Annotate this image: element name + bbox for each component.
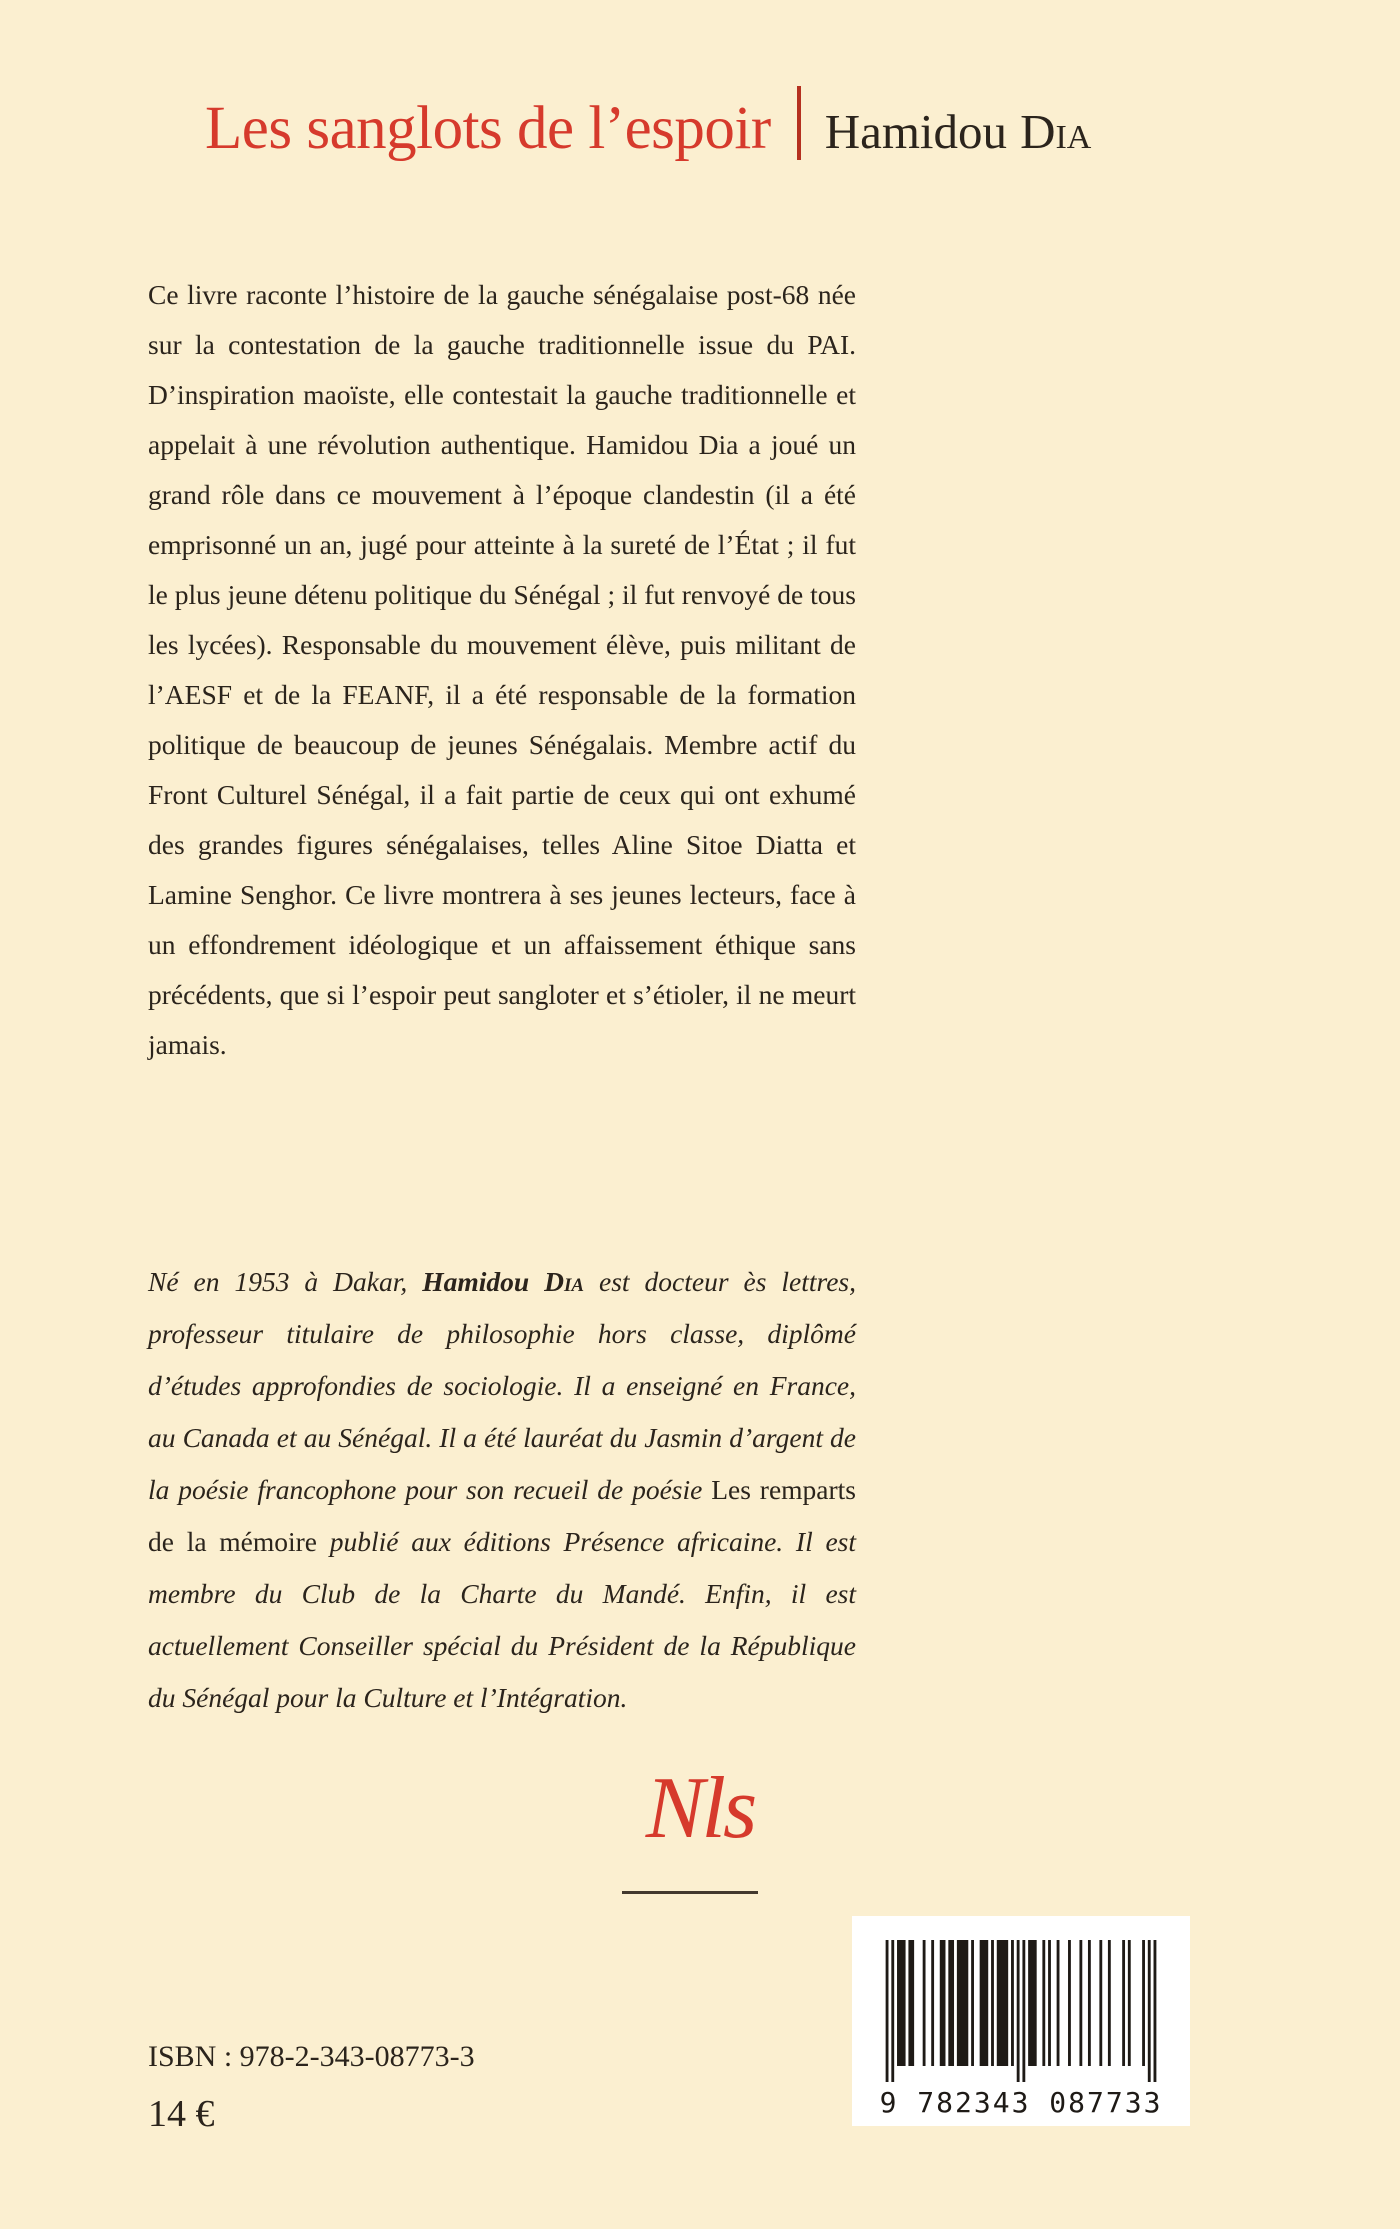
author-first-name: Hamidou	[824, 104, 1008, 159]
barcode-bar	[1154, 1940, 1157, 2082]
title-author-divider	[797, 86, 801, 160]
author-surname: Dia	[1020, 104, 1092, 159]
barcode-bar	[1057, 1940, 1060, 2066]
barcode-bar	[980, 1940, 989, 2066]
barcode-bar	[886, 1940, 889, 2082]
barcode-bar	[1088, 1940, 1091, 2066]
barcode-bar	[931, 1940, 934, 2066]
barcode-bar	[997, 1940, 1008, 2066]
barcode-bar	[1028, 1940, 1037, 2066]
ean13-barcode	[852, 1916, 1190, 2126]
barcode-bar	[991, 1940, 994, 2066]
bio-segment: Les remparts de la mémoire	[148, 1474, 856, 1557]
bio-segment: est docteur ès lettres, professeur titulaire de philosophie hors classe, diplômé d’études approfondies de sociologie. Il a enseigné en France, au Canada et au Sénégal. Il a été lauréat du Jasmin d’argent de la poésie francophone pour son recueil de poésie	[148, 1266, 856, 1505]
bio-segment: Né en 1953 à Dakar,	[148, 1266, 423, 1297]
bio-paragraph	[148, 1256, 856, 1724]
barcode-bar	[1108, 1940, 1111, 2066]
bio-segment: Dia	[544, 1266, 585, 1297]
barcode-bar	[1128, 1940, 1131, 2066]
barcode-bar	[940, 1940, 946, 2066]
barcode-bar	[1099, 1940, 1102, 2066]
book-title: Les sanglots de l’espoir	[205, 95, 771, 162]
bio-segment: Hamidou	[422, 1266, 545, 1297]
barcode-bar	[897, 1940, 906, 2066]
barcode-bar	[971, 1940, 974, 2066]
barcode-bar	[923, 1940, 926, 2066]
barcode-bar	[1011, 1940, 1014, 2066]
barcode-bar	[1068, 1940, 1071, 2066]
barcode-bar	[957, 1940, 968, 2066]
price-text: 14 €	[148, 2093, 215, 2135]
bio-segment: publié aux éditions Présence africaine. Il est membre du Club de la Charte du Mandé. Enfin, il est actuellement Conseiller spécial du Président de la République du Sénégal pour la Culture et l’Intégration.	[148, 1526, 856, 1713]
barcode-bar	[1017, 1940, 1020, 2082]
barcode-bar	[1079, 1940, 1082, 2066]
isbn-text: ISBN : 978-2-343-08773-3	[148, 2040, 475, 2073]
title-block	[205, 86, 1091, 164]
publisher-logo-rule	[622, 1891, 758, 1894]
barcode-number: 9 782343 087733	[879, 2086, 1163, 2119]
barcode-bar	[1142, 1940, 1145, 2066]
barcode-bar	[1048, 1940, 1051, 2066]
barcode-bar	[908, 1940, 914, 2066]
publisher-logo: Nls	[645, 1760, 755, 1857]
barcode-bars	[886, 1940, 1157, 2082]
barcode-bar	[1148, 1940, 1151, 2082]
barcode-panel	[852, 1916, 1190, 2126]
barcode-bar	[1022, 1940, 1025, 2082]
barcode-bar	[891, 1940, 894, 2082]
author-name	[825, 103, 1092, 160]
barcode-bar	[1042, 1940, 1045, 2066]
synopsis-paragraph: Ce livre raconte l’histoire de la gauche sénégalaise post-68 née sur la contestation de la gauche traditionnelle issue du PAI. D’inspiration maoïste, elle contestait la gauche traditionnelle et appelait à une révolution authentique. Hamidou Dia a joué un grand rôle dans ce mouvement à l’époque clandestin (il a été emprisonné un an, jugé pour atteinte à la sureté de l’État ; il fut le plus jeune détenu politique du Sénégal ; il fut renvoyé de tous les lycées). Responsable du mouvement élève, puis militant de l’AESF et de la FEANF, il a été responsable de la formation politique de beaucoup de jeunes Sénégalais. Membre actif du Front Culturel Sénégal, il a fait partie de ceux qui ont exhumé des grandes figures sénégalaises, telles Aline Sitoe Diatta et Lamine Senghor. Ce livre montrera à ses jeunes lecteurs, face à un effondrement idéologique et un affaissement éthique sans précédents, que si l’espoir peut sangloter et s’étioler, il ne meurt jamais.	[148, 279, 856, 1060]
barcode-bar	[1122, 1940, 1125, 2066]
barcode-bar	[948, 1940, 954, 2066]
